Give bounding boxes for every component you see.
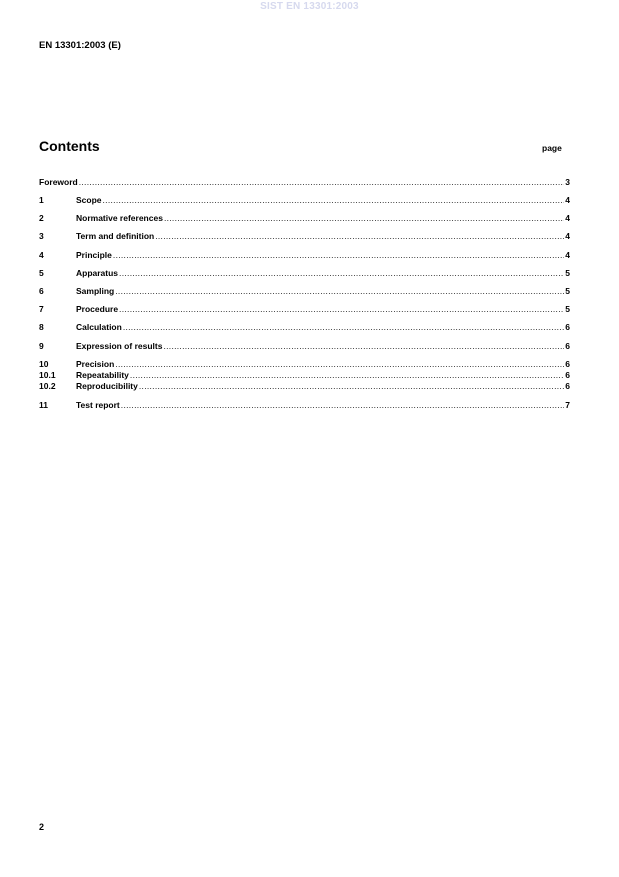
toc-entry-principle[interactable] bbox=[39, 250, 570, 260]
toc-entry-test-report[interactable] bbox=[39, 400, 570, 410]
toc-entry-normative-references[interactable] bbox=[39, 213, 570, 223]
toc-entry-title: Normative references bbox=[76, 213, 163, 223]
toc-entry-foreword[interactable] bbox=[39, 177, 570, 187]
toc-entry-number: 6 bbox=[39, 286, 44, 296]
toc-entry-title: Expression of results bbox=[76, 341, 163, 351]
toc-entry-number: 3 bbox=[39, 231, 44, 241]
document-id: EN 13301:2003 (E) bbox=[39, 40, 121, 51]
toc-leader-dots bbox=[115, 359, 564, 369]
toc-entry-page: 6 bbox=[565, 381, 570, 391]
toc-entry-number: 11 bbox=[39, 400, 48, 410]
toc-entry-page: 5 bbox=[565, 268, 570, 278]
toc-entry-page: 6 bbox=[565, 359, 570, 369]
toc-entry-title: Precision bbox=[76, 359, 115, 369]
toc-entry-title: Procedure bbox=[76, 304, 119, 314]
toc-leader-dots bbox=[119, 304, 564, 314]
toc-entry-page: 6 bbox=[565, 322, 570, 332]
page-column-label: page bbox=[542, 143, 562, 153]
toc-entry-term-and-definition[interactable] bbox=[39, 231, 570, 241]
toc-leader-dots bbox=[164, 213, 564, 223]
toc-entry-title: Reproducibility bbox=[76, 381, 138, 391]
toc-entry-number: 10.1 bbox=[39, 370, 56, 380]
toc-leader-dots bbox=[115, 286, 564, 296]
toc-entry-number: 1 bbox=[39, 195, 44, 205]
toc-entry-reproducibility[interactable] bbox=[39, 381, 570, 391]
toc-entry-apparatus[interactable] bbox=[39, 268, 570, 278]
toc-entry-page: 4 bbox=[565, 231, 570, 241]
toc-leader-dots bbox=[139, 381, 564, 391]
toc-entry-page: 4 bbox=[565, 195, 570, 205]
toc-entry-page: 6 bbox=[565, 370, 570, 380]
toc-entry-expression-of-results[interactable] bbox=[39, 341, 570, 351]
toc-entry-title: Principle bbox=[76, 250, 112, 260]
toc-entry-page: 4 bbox=[565, 213, 570, 223]
toc-entry-procedure[interactable] bbox=[39, 304, 570, 314]
toc-leader-dots bbox=[121, 400, 564, 410]
watermark: SIST EN 13301:2003 bbox=[260, 1, 359, 12]
toc-entry-number: 10.2 bbox=[39, 381, 56, 391]
toc-entry-sampling[interactable] bbox=[39, 286, 570, 296]
toc-entry-page: 4 bbox=[565, 250, 570, 260]
contents-title: Contents bbox=[39, 138, 100, 154]
toc-leader-dots bbox=[79, 177, 565, 187]
toc-entry-page: 7 bbox=[565, 400, 570, 410]
toc-entry-repeatability[interactable] bbox=[39, 370, 570, 380]
toc-entry-number: 7 bbox=[39, 304, 44, 314]
toc-entry-title: Foreword bbox=[39, 177, 78, 187]
toc-entry-title: Scope bbox=[76, 195, 102, 205]
toc-entry-precision[interactable] bbox=[39, 359, 570, 369]
toc-leader-dots bbox=[113, 250, 564, 260]
page-number: 2 bbox=[39, 822, 45, 832]
toc-leader-dots bbox=[163, 341, 564, 351]
toc-entry-title: Repeatability bbox=[76, 370, 129, 380]
toc-entry-title: Apparatus bbox=[76, 268, 119, 278]
toc-entry-number: 2 bbox=[39, 213, 44, 223]
toc-leader-dots bbox=[155, 231, 564, 241]
toc-entry-number: 5 bbox=[39, 268, 44, 278]
toc-entry-number: 4 bbox=[39, 250, 44, 260]
toc-entry-title: Test report bbox=[76, 400, 120, 410]
toc-entry-number: 8 bbox=[39, 322, 44, 332]
toc-entry-scope[interactable] bbox=[39, 195, 570, 205]
toc-entry-page: 5 bbox=[565, 286, 570, 296]
toc-entry-title: Sampling bbox=[76, 286, 115, 296]
toc-entry-page: 3 bbox=[565, 177, 570, 187]
toc-entry-calculation[interactable] bbox=[39, 322, 570, 332]
toc-entry-page: 5 bbox=[565, 304, 570, 314]
toc-leader-dots bbox=[123, 322, 564, 332]
toc-entry-number: 9 bbox=[39, 341, 44, 351]
toc-entry-title: Calculation bbox=[76, 322, 122, 332]
toc-entry-title: Term and definition bbox=[76, 231, 155, 241]
toc-leader-dots bbox=[119, 268, 564, 278]
toc-entry-page: 6 bbox=[565, 341, 570, 351]
toc-entry-number: 10 bbox=[39, 359, 49, 369]
toc-leader-dots bbox=[103, 195, 565, 205]
toc-leader-dots bbox=[130, 370, 564, 380]
